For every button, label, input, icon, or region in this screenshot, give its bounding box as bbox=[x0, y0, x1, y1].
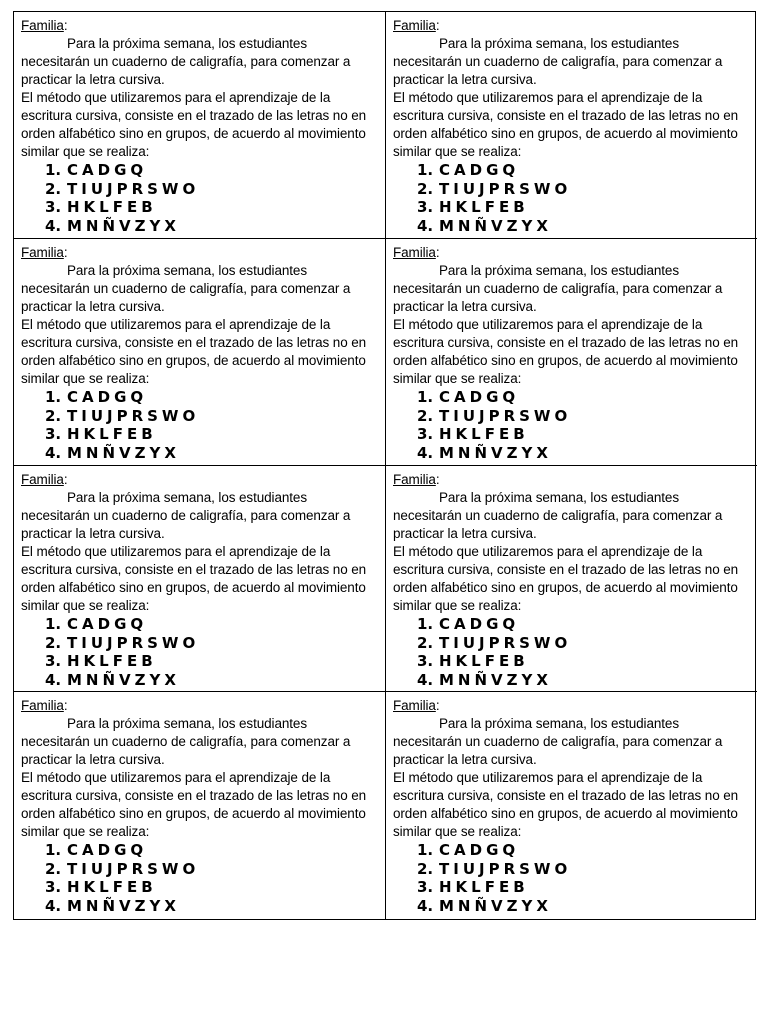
note-paragraph-2: El método que utilizaremos para el aprendizaje de la escritura cursiva, consiste en el trazado de las letras no en orden alfabético sino en grupos, de acuerdo al movimiento similar que se realiza: bbox=[393, 317, 739, 386]
group-number: 1. bbox=[45, 615, 62, 633]
group-letters: TIUJPRSWO bbox=[67, 633, 200, 652]
group-number: 1. bbox=[45, 841, 62, 859]
letter-groups-list bbox=[393, 615, 751, 689]
letter-group bbox=[45, 671, 379, 690]
note-heading bbox=[21, 17, 379, 35]
greeting-label: Familia bbox=[393, 472, 436, 487]
letter-group bbox=[45, 407, 379, 426]
group-number: 2. bbox=[417, 406, 434, 425]
letter-group bbox=[417, 425, 751, 444]
note-heading bbox=[393, 471, 751, 489]
group-number: 3. bbox=[45, 652, 62, 670]
group-number: 2. bbox=[417, 179, 434, 198]
group-letters: MNÑVZYX bbox=[67, 670, 180, 689]
group-letters: TIUJPRSWO bbox=[439, 406, 572, 425]
group-letters: MNÑVZYX bbox=[67, 216, 180, 235]
letter-group bbox=[417, 180, 751, 199]
group-letters: HKLFEB bbox=[67, 652, 157, 670]
group-letters: MNÑVZYX bbox=[67, 896, 180, 915]
letter-group bbox=[45, 878, 379, 897]
note-paragraph-1 bbox=[21, 489, 379, 543]
group-letters: MNÑVZYX bbox=[67, 443, 180, 462]
letter-group bbox=[45, 841, 379, 860]
note-paragraph-2: El método que utilizaremos para el aprendizaje de la escritura cursiva, consiste en el trazado de las letras no en orden alfabético sino en grupos, de acuerdo al movimiento similar que se realiza: bbox=[21, 317, 367, 386]
letter-group bbox=[45, 652, 379, 671]
group-letters: HKLFEB bbox=[67, 198, 157, 216]
letter-groups-list bbox=[21, 388, 379, 462]
note-card bbox=[14, 692, 386, 919]
greeting-label: Familia bbox=[21, 18, 64, 33]
greeting-colon: : bbox=[435, 245, 440, 260]
greeting-colon: : bbox=[435, 18, 440, 33]
group-number: 3. bbox=[417, 198, 434, 216]
group-number: 2. bbox=[45, 179, 62, 198]
letter-groups-list bbox=[393, 841, 751, 915]
group-number: 2. bbox=[417, 633, 434, 652]
letter-groups-list bbox=[393, 388, 751, 462]
greeting-colon: : bbox=[63, 18, 68, 33]
greeting-colon: : bbox=[63, 245, 68, 260]
group-letters: CADGQ bbox=[67, 161, 148, 179]
greeting-label: Familia bbox=[21, 472, 64, 487]
letter-group bbox=[417, 388, 751, 407]
note-paragraph-1 bbox=[393, 35, 751, 89]
note-paragraph-1 bbox=[393, 262, 751, 316]
note-heading bbox=[21, 244, 379, 262]
letter-group bbox=[45, 388, 379, 407]
paragraph-1-text: Para la próxima semana, los estudiantes necesitarán un cuaderno de caligrafía, para comenzar a practicar la letra cursiva. bbox=[21, 36, 351, 87]
note-paragraph-2: El método que utilizaremos para el aprendizaje de la escritura cursiva, consiste en el trazado de las letras no en orden alfabético sino en grupos, de acuerdo al movimiento similar que se realiza: bbox=[21, 90, 367, 159]
paragraph-1-text: Para la próxima semana, los estudiantes necesitarán un cuaderno de caligrafía, para comenzar a practicar la letra cursiva. bbox=[393, 490, 723, 541]
group-number: 3. bbox=[417, 425, 434, 443]
note-paragraph-2: El método que utilizaremos para el aprendizaje de la escritura cursiva, consiste en el trazado de las letras no en orden alfabético sino en grupos, de acuerdo al movimiento similar que se realiza: bbox=[393, 90, 739, 159]
group-letters: HKLFEB bbox=[439, 425, 529, 443]
letter-group bbox=[45, 634, 379, 653]
letter-group bbox=[417, 841, 751, 860]
group-letters: CADGQ bbox=[67, 841, 148, 859]
group-letters: MNÑVZYX bbox=[439, 670, 552, 689]
group-letters: MNÑVZYX bbox=[439, 216, 552, 235]
letter-group bbox=[417, 217, 751, 236]
group-letters: HKLFEB bbox=[439, 878, 529, 896]
note-card bbox=[14, 239, 386, 466]
letter-groups-list bbox=[393, 161, 751, 235]
group-letters: CADGQ bbox=[439, 388, 520, 406]
note-heading bbox=[393, 17, 751, 35]
letter-group bbox=[417, 634, 751, 653]
group-letters: CADGQ bbox=[67, 388, 148, 406]
group-number: 4. bbox=[417, 216, 434, 235]
group-letters: TIUJPRSWO bbox=[439, 179, 572, 198]
group-number: 2. bbox=[417, 859, 434, 878]
letter-group bbox=[45, 425, 379, 444]
group-number: 2. bbox=[45, 633, 62, 652]
note-card bbox=[386, 239, 757, 466]
note-paragraph-1 bbox=[21, 35, 379, 89]
greeting-label: Familia bbox=[393, 18, 436, 33]
group-number: 4. bbox=[417, 443, 434, 462]
letter-group bbox=[417, 652, 751, 671]
group-letters: HKLFEB bbox=[439, 652, 529, 670]
letter-group bbox=[417, 878, 751, 897]
group-letters: HKLFEB bbox=[439, 198, 529, 216]
note-card bbox=[386, 466, 757, 692]
group-letters: CADGQ bbox=[439, 841, 520, 859]
paragraph-1-text: Para la próxima semana, los estudiantes necesitarán un cuaderno de caligrafía, para comenzar a practicar la letra cursiva. bbox=[393, 716, 723, 767]
group-number: 3. bbox=[45, 198, 62, 216]
letter-group bbox=[417, 444, 751, 463]
group-letters: TIUJPRSWO bbox=[67, 859, 200, 878]
note-paragraph-1 bbox=[21, 262, 379, 316]
letter-groups-list bbox=[21, 161, 379, 235]
group-number: 3. bbox=[45, 878, 62, 896]
paragraph-1-text: Para la próxima semana, los estudiantes necesitarán un cuaderno de caligrafía, para comenzar a practicar la letra cursiva. bbox=[393, 36, 723, 87]
letter-group bbox=[45, 897, 379, 916]
group-letters: CADGQ bbox=[439, 161, 520, 179]
letter-group bbox=[417, 897, 751, 916]
group-number: 2. bbox=[45, 406, 62, 425]
group-number: 1. bbox=[45, 161, 62, 179]
greeting-colon: : bbox=[63, 698, 68, 713]
note-paragraph-2: El método que utilizaremos para el aprendizaje de la escritura cursiva, consiste en el trazado de las letras no en orden alfabético sino en grupos, de acuerdo al movimiento similar que se realiza: bbox=[393, 770, 739, 839]
letter-group bbox=[45, 217, 379, 236]
paragraph-1-text: Para la próxima semana, los estudiantes necesitarán un cuaderno de caligrafía, para comenzar a practicar la letra cursiva. bbox=[393, 263, 723, 314]
group-letters: CADGQ bbox=[67, 615, 148, 633]
group-number: 4. bbox=[417, 670, 434, 689]
note-card bbox=[14, 12, 386, 239]
notes-sheet bbox=[13, 11, 756, 920]
note-paragraph-1 bbox=[21, 715, 379, 769]
note-heading bbox=[393, 697, 751, 715]
letter-group bbox=[45, 161, 379, 180]
greeting-label: Familia bbox=[21, 698, 64, 713]
greeting-label: Familia bbox=[393, 698, 436, 713]
greeting-colon: : bbox=[63, 472, 68, 487]
group-number: 3. bbox=[45, 425, 62, 443]
note-heading bbox=[21, 697, 379, 715]
group-number: 3. bbox=[417, 878, 434, 896]
group-number: 1. bbox=[417, 161, 434, 179]
letter-group bbox=[417, 161, 751, 180]
letter-groups-list bbox=[21, 615, 379, 689]
group-number: 1. bbox=[417, 841, 434, 859]
letter-group bbox=[417, 860, 751, 879]
group-number: 1. bbox=[45, 388, 62, 406]
note-card bbox=[14, 466, 386, 692]
letter-group bbox=[45, 180, 379, 199]
group-letters: MNÑVZYX bbox=[439, 443, 552, 462]
note-paragraph-1 bbox=[393, 489, 751, 543]
group-letters: MNÑVZYX bbox=[439, 896, 552, 915]
group-letters: TIUJPRSWO bbox=[67, 406, 200, 425]
group-letters: HKLFEB bbox=[67, 425, 157, 443]
greeting-colon: : bbox=[435, 698, 440, 713]
letter-group bbox=[417, 198, 751, 217]
paragraph-1-text: Para la próxima semana, los estudiantes necesitarán un cuaderno de caligrafía, para comenzar a practicar la letra cursiva. bbox=[21, 263, 351, 314]
group-number: 4. bbox=[45, 216, 62, 235]
note-heading bbox=[21, 471, 379, 489]
greeting-colon: : bbox=[435, 472, 440, 487]
group-number: 1. bbox=[417, 388, 434, 406]
group-letters: TIUJPRSWO bbox=[439, 859, 572, 878]
group-number: 4. bbox=[45, 670, 62, 689]
group-number: 4. bbox=[417, 896, 434, 915]
group-number: 4. bbox=[45, 443, 62, 462]
greeting-label: Familia bbox=[393, 245, 436, 260]
paragraph-1-text: Para la próxima semana, los estudiantes necesitarán un cuaderno de caligrafía, para comenzar a practicar la letra cursiva. bbox=[21, 490, 351, 541]
group-number: 4. bbox=[45, 896, 62, 915]
note-paragraph-2: El método que utilizaremos para el aprendizaje de la escritura cursiva, consiste en el trazado de las letras no en orden alfabético sino en grupos, de acuerdo al movimiento similar que se realiza: bbox=[21, 770, 367, 839]
note-card bbox=[386, 12, 757, 239]
group-number: 1. bbox=[417, 615, 434, 633]
group-number: 3. bbox=[417, 652, 434, 670]
group-letters: TIUJPRSWO bbox=[67, 179, 200, 198]
greeting-label: Familia bbox=[21, 245, 64, 260]
note-paragraph-1 bbox=[393, 715, 751, 769]
letter-group bbox=[45, 444, 379, 463]
note-paragraph-2: El método que utilizaremos para el aprendizaje de la escritura cursiva, consiste en el trazado de las letras no en orden alfabético sino en grupos, de acuerdo al movimiento similar que se realiza: bbox=[21, 544, 367, 613]
letter-group bbox=[45, 860, 379, 879]
letter-group bbox=[417, 615, 751, 634]
note-card bbox=[386, 692, 757, 919]
note-heading bbox=[393, 244, 751, 262]
group-number: 2. bbox=[45, 859, 62, 878]
group-letters: CADGQ bbox=[439, 615, 520, 633]
letter-group bbox=[45, 615, 379, 634]
letter-groups-list bbox=[21, 841, 379, 915]
paragraph-1-text: Para la próxima semana, los estudiantes necesitarán un cuaderno de caligrafía, para comenzar a practicar la letra cursiva. bbox=[21, 716, 351, 767]
note-paragraph-2: El método que utilizaremos para el aprendizaje de la escritura cursiva, consiste en el trazado de las letras no en orden alfabético sino en grupos, de acuerdo al movimiento similar que se realiza: bbox=[393, 544, 739, 613]
letter-group bbox=[45, 198, 379, 217]
letter-group bbox=[417, 407, 751, 426]
group-letters: HKLFEB bbox=[67, 878, 157, 896]
letter-group bbox=[417, 671, 751, 690]
group-letters: TIUJPRSWO bbox=[439, 633, 572, 652]
